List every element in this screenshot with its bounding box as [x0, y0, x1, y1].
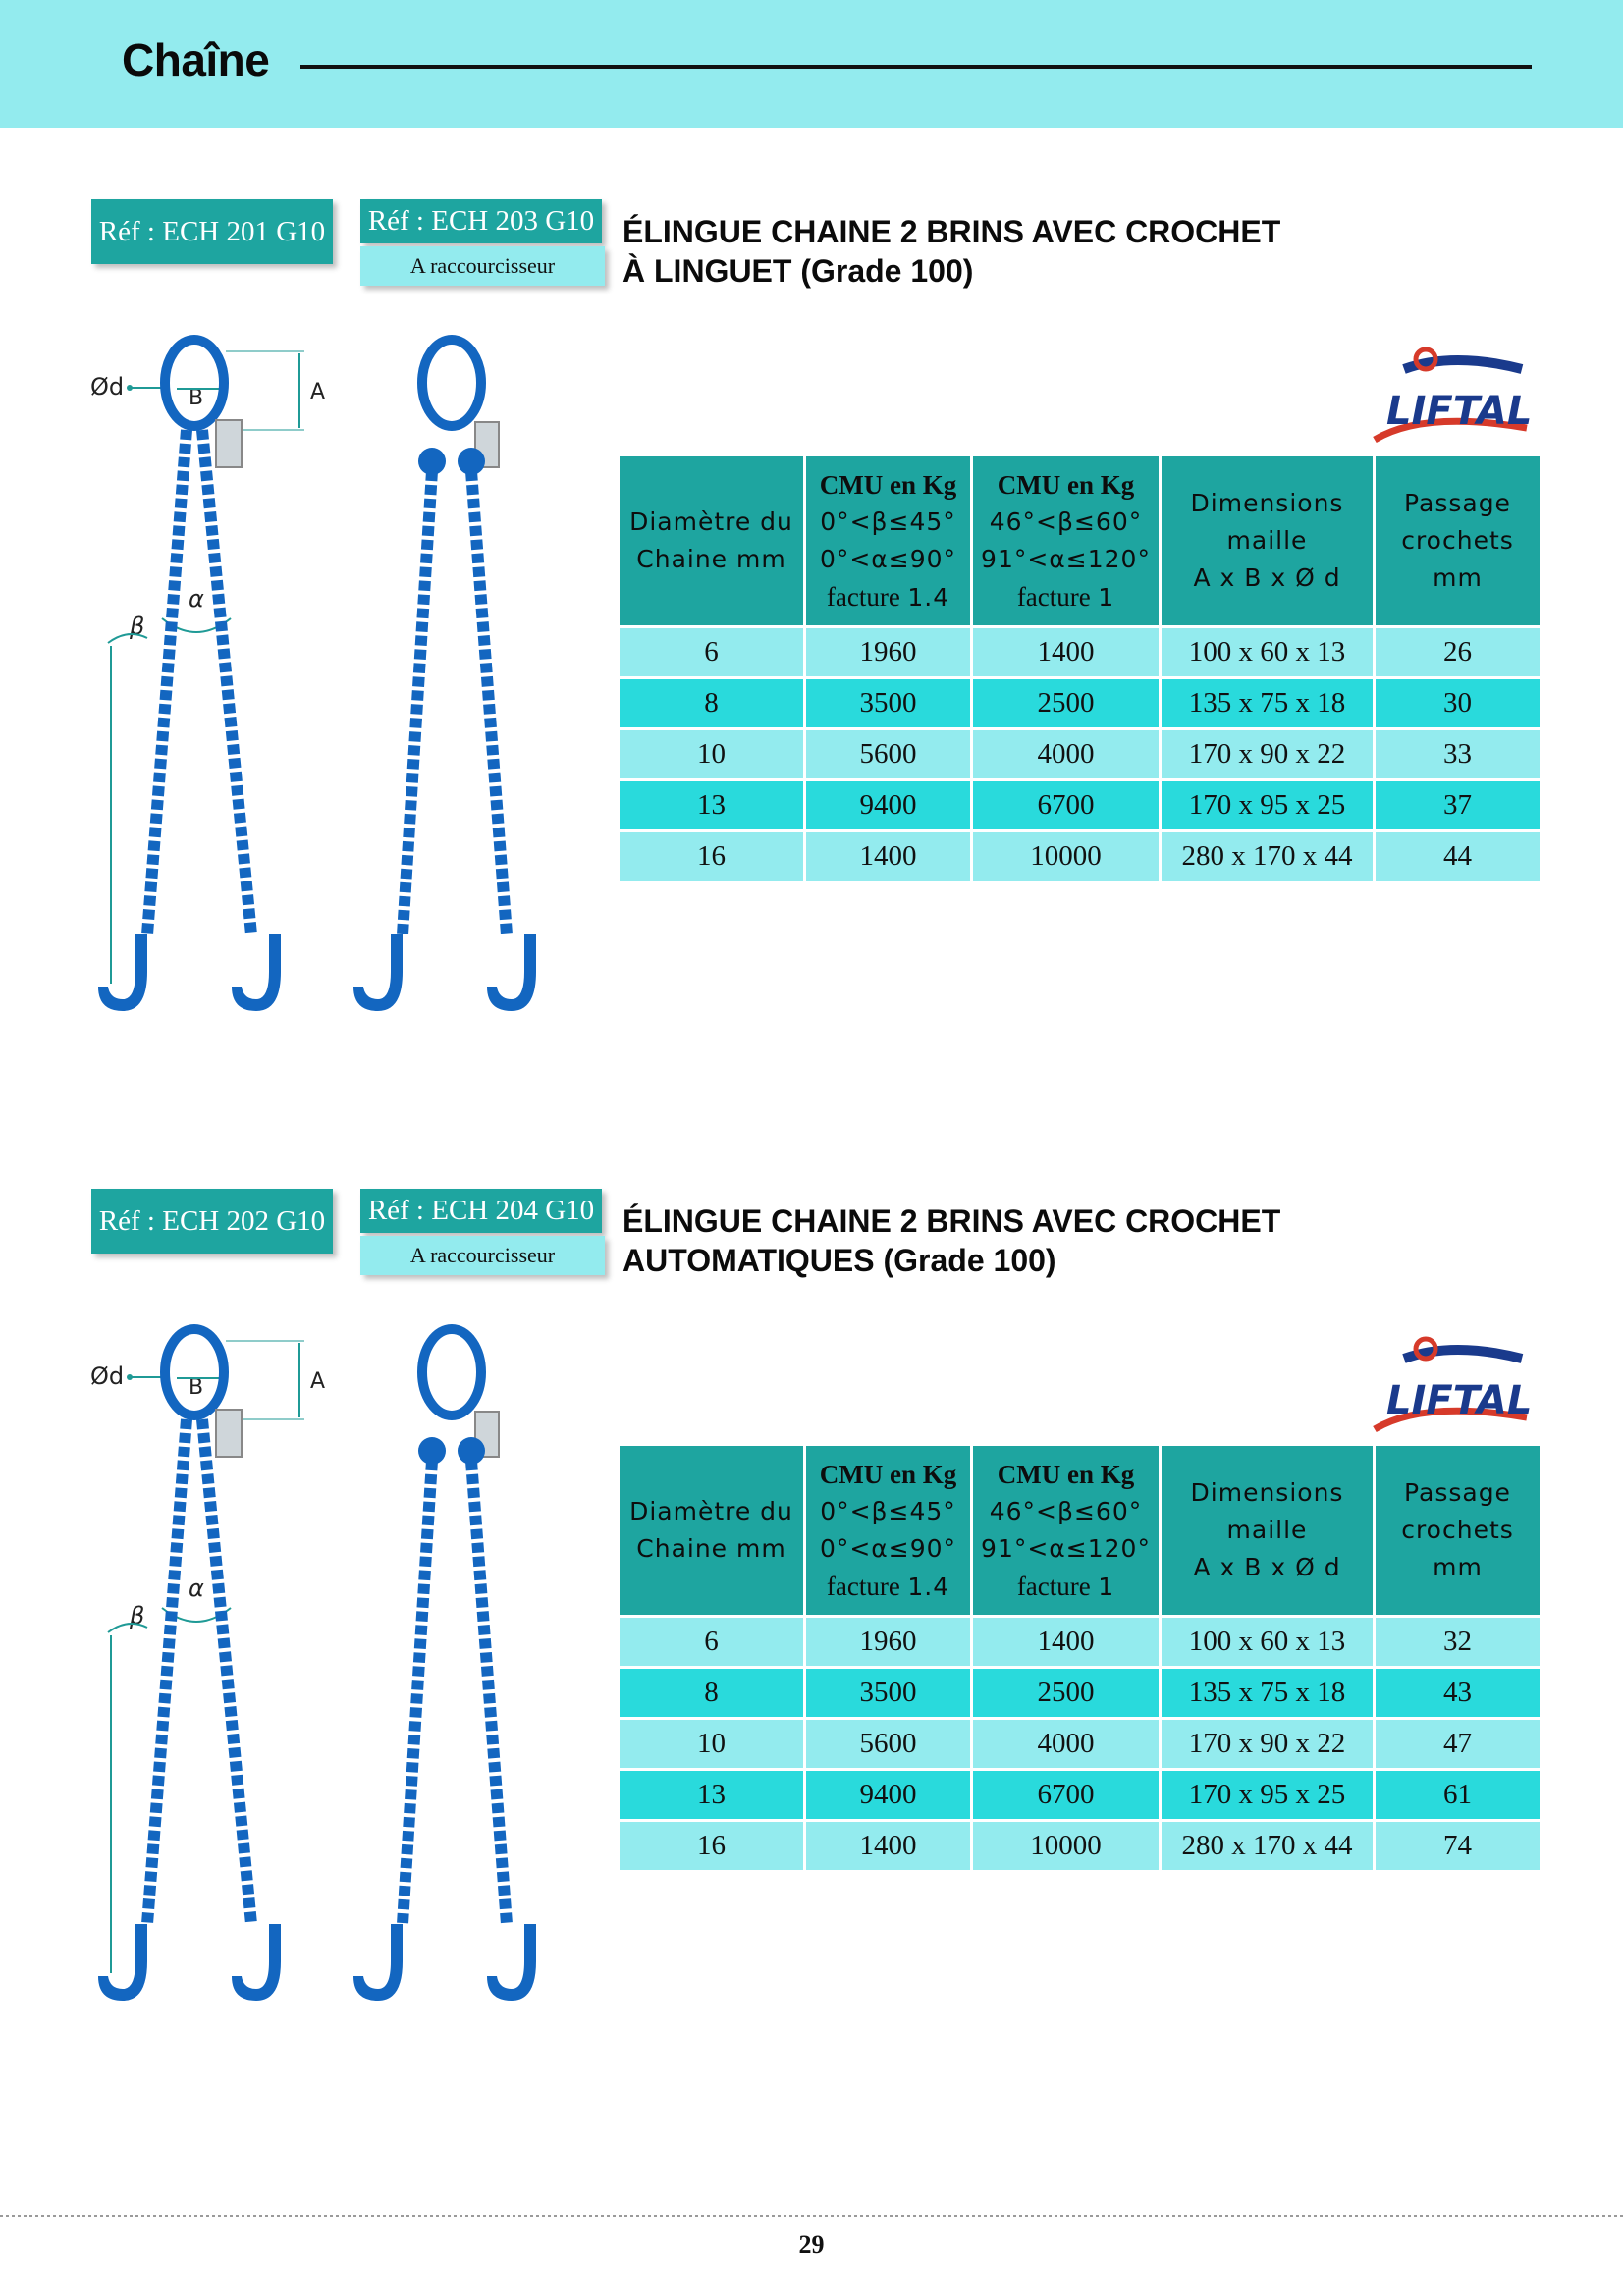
text-table-headers-col2-2: 0°<α≤90° [819, 1533, 957, 1563]
table-cell: 6700 [972, 1770, 1161, 1821]
table-row [619, 1617, 1542, 1668]
page-number: 29 [798, 2230, 825, 2259]
table-cell: 5600 [805, 729, 972, 780]
col-cmu-2-header [972, 455, 1161, 627]
text-table-headers-col4-0: Dimensions [1190, 1478, 1344, 1507]
text-table-headers-col1-0: Diamètre du [629, 1497, 793, 1525]
col-cmu-1-header [805, 1445, 972, 1617]
text-table-headers-col2-3: facture [826, 1571, 900, 1601]
text-table-headers-col3-3: facture [1016, 1571, 1091, 1601]
chain-leg-left-2 [403, 1461, 432, 1924]
product-title [622, 1201, 1408, 1280]
text-table-headers-col2-2: 0°<α≤90° [819, 544, 957, 573]
table-cell: 33 [1375, 729, 1542, 780]
text-table-headers-col3-2: 91°<α≤120° [981, 1533, 1151, 1563]
text-table-headers-col5-0: Passage [1404, 489, 1511, 517]
table-cell: 1960 [805, 627, 972, 678]
ref-main-tag [91, 199, 333, 264]
table-cell: 43 [1375, 1668, 1542, 1719]
text-table-headers-col3-0: CMU en Kg [997, 1459, 1135, 1489]
alpha-label: α [189, 585, 204, 613]
text-table-headers-col1-1: Chaine mm [636, 545, 786, 573]
tag-plate [216, 1410, 242, 1457]
table-cell: 1400 [972, 627, 1161, 678]
text-table-headers-col2-0: CMU en Kg [819, 1459, 957, 1489]
text-ref_alt_sub: A raccourcisseur [409, 253, 556, 278]
table-cell: 100 x 60 x 13 [1161, 627, 1375, 678]
table-cell: 1960 [805, 1617, 972, 1668]
ref-alt-tag [360, 199, 602, 243]
chain-leg-right [202, 1419, 251, 1924]
hook-right [232, 1924, 281, 2001]
table-row [619, 1668, 1542, 1719]
table-cell: 135 x 75 x 18 [1161, 678, 1375, 729]
table-cell: 32 [1375, 1617, 1542, 1668]
liftal-logo [1365, 1331, 1532, 1439]
footer-divider [0, 2215, 1623, 2217]
table-row [619, 780, 1542, 831]
table-cell: 61 [1375, 1770, 1542, 1821]
table-row [619, 729, 1542, 780]
text-ref_alt_sub: A raccourcisseur [409, 1243, 556, 1267]
table-cell: 74 [1375, 1821, 1542, 1872]
alpha-label: α [189, 1575, 204, 1602]
text-table-headers-col1-0: Diamètre du [629, 507, 793, 536]
table-cell: 1400 [805, 1821, 972, 1872]
diameter-label: Ød [90, 373, 125, 400]
product-section-1 [0, 0, 1623, 883]
col-cmu-1-header [805, 455, 972, 627]
diameter-dot [127, 385, 133, 391]
table-cell: 13 [619, 780, 805, 831]
text-table-headers-col3-2: 91°<α≤120° [981, 544, 1151, 573]
col-diameter-header [619, 1445, 805, 1617]
table-cell: 6 [619, 1617, 805, 1668]
table-cell: 4000 [972, 1719, 1161, 1770]
table-cell: 10 [619, 1719, 805, 1770]
text-table-headers-col2-4: 1.4 [907, 1572, 950, 1601]
chain-sling-illustration [79, 1323, 609, 2050]
chain-leg-right-2 [471, 471, 507, 934]
text-table-headers-col3-3: facture [1016, 581, 1091, 612]
col-passage-header [1375, 455, 1542, 627]
text-table-headers-col2-3: facture [826, 581, 900, 612]
text-ref_main: Réf : ECH 202 G10 [98, 1204, 326, 1237]
text-ref_main: Réf : ECH 201 G10 [98, 215, 326, 247]
col-diameter-header [619, 455, 805, 627]
text-table-headers-col4-1: maille [1226, 526, 1308, 555]
table-cell: 16 [619, 831, 805, 882]
product-section-2 [0, 989, 1623, 1873]
b-label: B [189, 1375, 204, 1400]
table-cell: 8 [619, 1668, 805, 1719]
chain-leg-left-2 [403, 471, 432, 934]
table-cell: 4000 [972, 729, 1161, 780]
text-table-headers-col2-4: 1.4 [907, 582, 950, 612]
text-table-headers-col5-2: mm [1433, 1553, 1483, 1581]
table-cell: 3500 [805, 678, 972, 729]
table-cell: 1400 [972, 1617, 1161, 1668]
col-dimensions-header [1161, 455, 1375, 627]
beta-label: β [130, 1602, 145, 1629]
table-cell: 135 x 75 x 18 [1161, 1668, 1375, 1719]
text-table-headers-col3-1: 46°<β≤60° [989, 1496, 1143, 1525]
text-table-headers-col4-2: A x B x Ø d [1193, 1553, 1341, 1581]
chain-leg-left [147, 1419, 187, 1924]
product-title-line2: À LINGUET (Grade 100) [622, 253, 974, 289]
chain-leg-right [202, 430, 251, 934]
master-link-2 [422, 1329, 481, 1415]
table-cell: 30 [1375, 678, 1542, 729]
ref-main-tag [91, 1189, 333, 1254]
a-label: A [310, 1369, 326, 1394]
text-table-headers-col4-0: Dimensions [1190, 489, 1344, 517]
table-cell: 8 [619, 678, 805, 729]
table-cell: 170 x 90 x 22 [1161, 729, 1375, 780]
beta-label: β [130, 613, 145, 640]
table-cell: 2500 [972, 1668, 1161, 1719]
ref-alt-subtitle [360, 1236, 605, 1275]
text-table-headers-col5-2: mm [1433, 563, 1483, 592]
table-cell: 26 [1375, 627, 1542, 678]
diameter-label: Ød [90, 1362, 125, 1390]
liftal-logo [1365, 342, 1532, 450]
text-ref_alt: Réf : ECH 204 G10 [367, 1195, 595, 1226]
table-cell: 9400 [805, 1770, 972, 1821]
table-cell: 37 [1375, 780, 1542, 831]
table-cell: 2500 [972, 678, 1161, 729]
product-title-line2: AUTOMATIQUES (Grade 100) [622, 1243, 1056, 1278]
b-label: B [189, 386, 204, 410]
table-row [619, 1821, 1542, 1872]
col-cmu-2-header [972, 1445, 1161, 1617]
spec-table [617, 454, 1542, 883]
ref-alt-subtitle [360, 246, 605, 286]
table-cell: 10 [619, 729, 805, 780]
text-table-headers-col5-0: Passage [1404, 1478, 1511, 1507]
text-table-headers-col1-1: Chaine mm [636, 1534, 786, 1563]
spec-table-header-row [619, 1445, 1542, 1617]
table-cell: 170 x 95 x 25 [1161, 1770, 1375, 1821]
text-table-headers-col4-2: A x B x Ø d [1193, 563, 1341, 592]
text-table-headers-col2-1: 0°<β≤45° [820, 507, 956, 536]
ref-alt-tag [360, 1189, 602, 1233]
shortener-right [458, 1437, 485, 1465]
spec-table-body [619, 627, 1542, 882]
master-link-2 [422, 340, 481, 426]
text-table-headers-col3-1: 46°<β≤60° [989, 507, 1143, 536]
table-cell: 170 x 90 x 22 [1161, 1719, 1375, 1770]
table-cell: 47 [1375, 1719, 1542, 1770]
chain-leg-right-2 [471, 1461, 507, 1924]
text-table-headers-col2-1: 0°<β≤45° [820, 1496, 956, 1525]
shortener-right [458, 448, 485, 475]
table-cell: 5600 [805, 1719, 972, 1770]
table-cell: 170 x 95 x 25 [1161, 780, 1375, 831]
spec-table-body [619, 1617, 1542, 1872]
logo-text: LIFTAL [1386, 1378, 1532, 1423]
master-link [165, 1329, 224, 1415]
master-link [165, 340, 224, 426]
table-row [619, 678, 1542, 729]
table-cell: 6700 [972, 780, 1161, 831]
table-cell: 10000 [972, 1821, 1161, 1872]
a-label: A [310, 380, 326, 404]
text-table-headers-col4-1: maille [1226, 1516, 1308, 1544]
col-passage-header [1375, 1445, 1542, 1617]
table-cell: 280 x 170 x 44 [1161, 831, 1375, 882]
text-table-headers-col5-1: crochets [1401, 526, 1514, 555]
page-title: Chaîne [122, 34, 270, 85]
text-table-headers-col3-0: CMU en Kg [997, 469, 1135, 500]
text-ref_alt: Réf : ECH 203 G10 [367, 205, 595, 237]
table-cell: 6 [619, 627, 805, 678]
text-table-headers-col5-1: crochets [1401, 1516, 1514, 1544]
tag-plate [216, 420, 242, 467]
shortener-left [418, 1437, 446, 1465]
text-table-headers-col3-4: 1 [1098, 1572, 1115, 1601]
hook-right-2 [487, 1924, 536, 2001]
product-title [622, 212, 1408, 291]
diameter-dot [127, 1374, 133, 1380]
hook-left [98, 1924, 147, 2001]
product-title-line1: ÉLINGUE CHAINE 2 BRINS AVEC CROCHET [622, 1203, 1281, 1239]
text-table-headers-col3-4: 1 [1098, 582, 1115, 612]
logo-text: LIFTAL [1386, 389, 1532, 434]
chain-leg-left [147, 430, 187, 934]
table-cell: 9400 [805, 780, 972, 831]
text-table-headers-col2-0: CMU en Kg [819, 469, 957, 500]
table-row [619, 831, 1542, 882]
table-cell: 280 x 170 x 44 [1161, 1821, 1375, 1872]
spec-table [617, 1443, 1542, 1873]
table-cell: 13 [619, 1770, 805, 1821]
hook-left-2 [353, 1924, 403, 2001]
table-cell: 3500 [805, 1668, 972, 1719]
col-dimensions-header [1161, 1445, 1375, 1617]
table-row [619, 627, 1542, 678]
table-row [619, 1770, 1542, 1821]
table-cell: 1400 [805, 831, 972, 882]
table-cell: 44 [1375, 831, 1542, 882]
table-row [619, 1719, 1542, 1770]
shortener-left [418, 448, 446, 475]
table-cell: 16 [619, 1821, 805, 1872]
table-cell: 10000 [972, 831, 1161, 882]
table-cell: 100 x 60 x 13 [1161, 1617, 1375, 1668]
chain-sling-illustration [79, 334, 609, 1060]
product-title-line1: ÉLINGUE CHAINE 2 BRINS AVEC CROCHET [622, 214, 1281, 249]
spec-table-header-row [619, 455, 1542, 627]
